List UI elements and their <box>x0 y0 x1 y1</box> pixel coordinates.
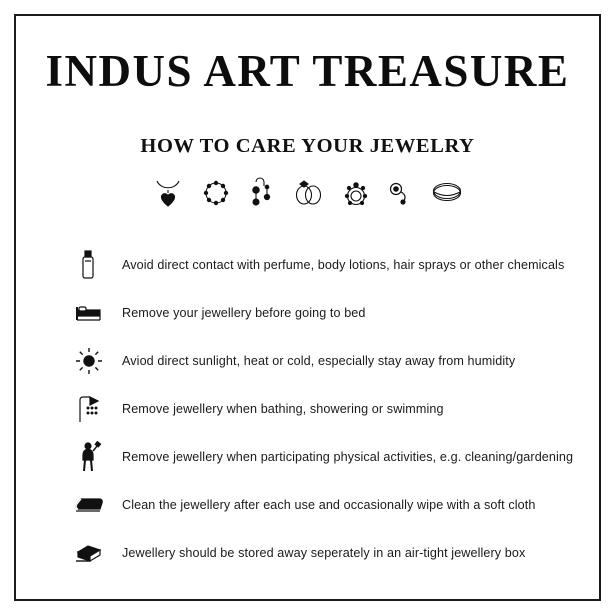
beaded-bracelet-icon <box>201 178 231 208</box>
list-item <box>72 248 577 282</box>
list-item-text: Aviod direct sunlight, heat or cold, especially stay away from humidity <box>122 353 516 368</box>
list-item-text: Avoid direct contact with perfume, body lotions, hair sprays or other chemicals <box>122 257 565 272</box>
double-ring-icon <box>291 178 325 208</box>
list-item-text: Clean the jewellery after each use and occasionally wipe with a soft cloth <box>122 497 536 512</box>
bangle-icon <box>429 180 465 206</box>
list-item <box>72 488 577 522</box>
jewellery-box-icon <box>72 536 106 570</box>
list-item <box>72 344 577 378</box>
list-item <box>72 392 577 426</box>
list-item-text: Remove jewellery when bathing, showering or swimming <box>122 401 444 416</box>
bed-icon <box>72 296 106 330</box>
list-item <box>72 440 577 474</box>
subtitle: HOW TO CARE YOUR JEWELRY <box>140 135 475 158</box>
jewelry-icon-row <box>151 172 465 214</box>
care-tips-list <box>38 248 577 570</box>
list-item <box>72 296 577 330</box>
gemstone-ring-icon <box>341 177 371 209</box>
list-item-text: Remove jewellery when participating physical activities, e.g. cleaning/gardening <box>122 449 574 464</box>
earrings-pair-icon <box>247 177 275 209</box>
perfume-bottle-icon <box>72 248 106 282</box>
page-title: INDUS ART TREASURE <box>45 46 570 96</box>
stud-earring-icon <box>387 179 413 207</box>
heart-pendant-necklace-icon <box>151 176 185 210</box>
sun-icon <box>72 344 106 378</box>
list-item-text: Remove your jewellery before going to bed <box>122 305 366 320</box>
list-item <box>72 536 577 570</box>
shower-icon <box>72 392 106 426</box>
card-border-frame <box>14 14 601 601</box>
person-cleaning-icon <box>72 440 106 474</box>
folded-cloth-icon <box>72 488 106 522</box>
list-item-text: Jewellery should be stored away seperately in an air-tight jewellery box <box>122 545 526 560</box>
